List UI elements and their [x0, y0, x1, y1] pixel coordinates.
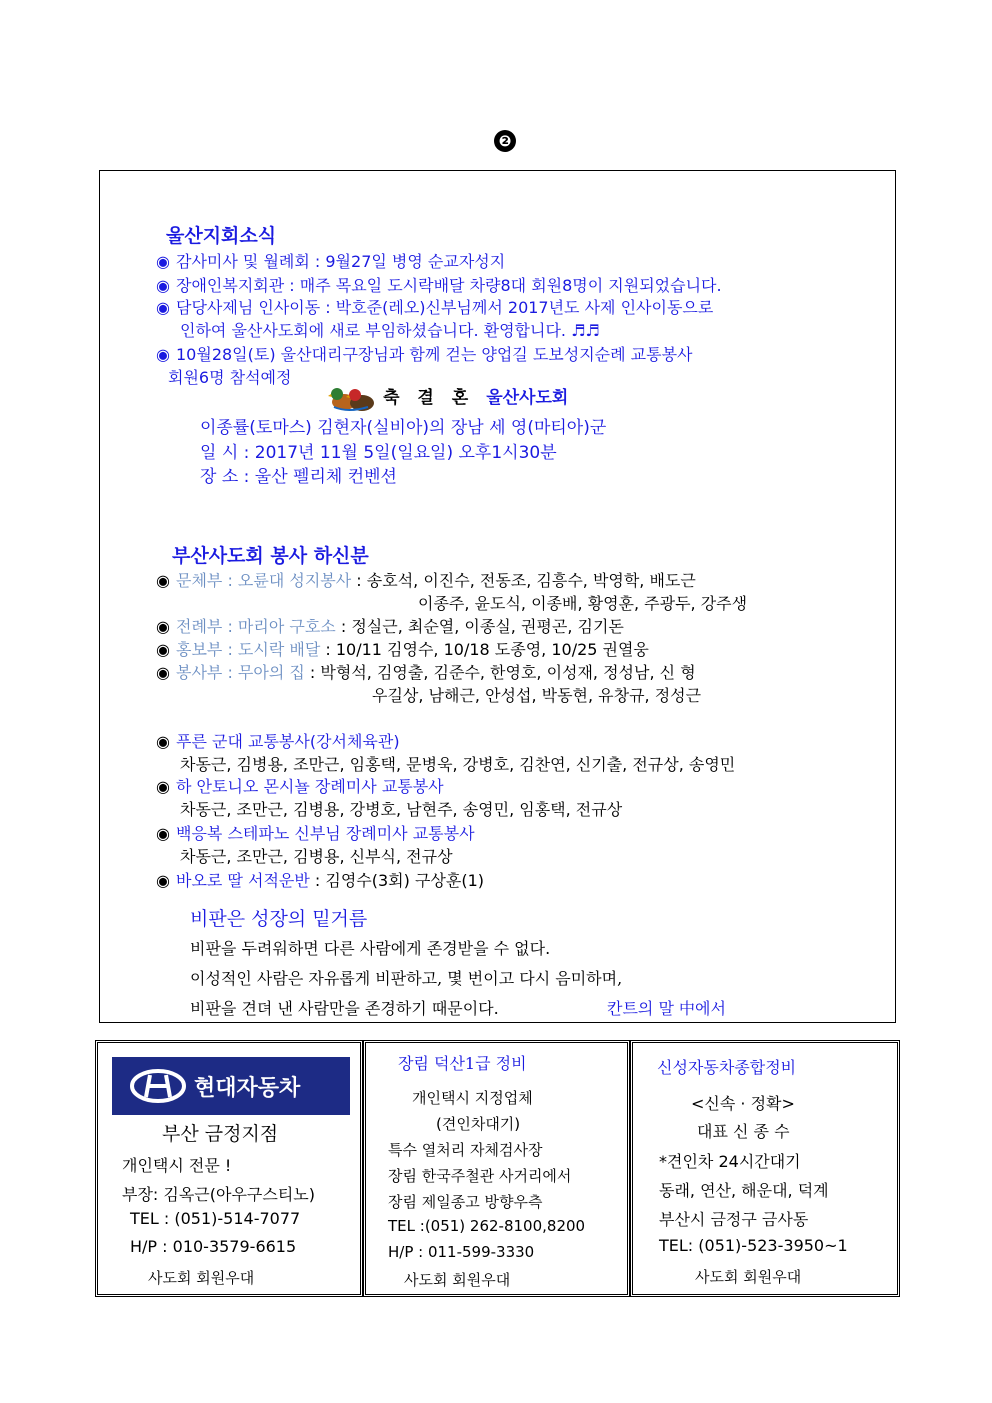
ad-line: 사도회 회원우대	[404, 1271, 511, 1289]
ad-line: 장림 제일종고 방향우측	[388, 1193, 543, 1211]
quote-source: 칸트의 말 中에서	[607, 999, 726, 1018]
ulsan-item-4: ◉ 10월28일(토) 울산대리구장님과 함께 걷는 양업길 도보성지순례 교통봉사	[156, 345, 693, 364]
bullet-icon: ◉	[156, 252, 170, 271]
ad-line: 사도회 회원우대	[148, 1269, 255, 1287]
ad-line: 개인택시 전문 !	[122, 1156, 232, 1175]
ad-line: TEL : (051)-514-7077	[130, 1209, 301, 1228]
busan-event-names: 차동근, 김병용, 조만근, 임홍택, 문병욱, 강병호, 김찬연, 신기출, 전규상, 송영민	[180, 755, 736, 774]
busan-row-cont: 우길상, 남해근, 안성섭, 박동현, 유창규, 정성근	[372, 686, 702, 705]
busan-event-names: 차동근, 조만근, 김병용, 신부식, 전규상	[180, 847, 453, 866]
busan-event-title: ◉ 하 안토니오 몬시뇰 장례미사 교통봉사	[156, 777, 444, 796]
ad-line: 특수 열처리 자체검사장	[388, 1141, 543, 1159]
hyundai-h-icon	[130, 1068, 186, 1104]
ad-line: 사도회 회원우대	[695, 1268, 802, 1286]
ad-line: 부산시 금정구 금사동	[659, 1210, 809, 1229]
ad-line: 개인택시 지정업체	[412, 1089, 533, 1107]
ad-deoksan	[363, 1040, 630, 1297]
busan-row: ◉ 전례부 : 마리아 구호소 : 정실근, 최순열, 이종실, 권평곤, 김기돈	[156, 617, 624, 636]
hyundai-logo: 현대자동차	[112, 1057, 350, 1115]
bullet-icon: ◉	[156, 663, 170, 682]
ad-line: TEL :(051) 262-8100,8200	[388, 1217, 586, 1235]
ad-heading: 신성자동차종합정비	[657, 1058, 797, 1077]
quote-line: 비판을 견뎌 낸 사람만을 존경하기 때문이다.	[190, 999, 499, 1018]
quote-line: 비판을 두려워하면 다른 사람에게 존경받을 수 없다.	[190, 939, 551, 958]
ulsan-item-3-cont: 인하여 울산사도회에 새로 부임하셨습니다. 환영합니다. ♬♬	[180, 321, 600, 340]
bullet-icon: ◉	[156, 298, 170, 317]
ad-line: 부장: 김옥근(아우구스티노)	[122, 1185, 315, 1204]
wedding-heading: 축 결 혼 울산사도회	[328, 383, 568, 413]
ad-heading: 장림 덕산1급 정비	[398, 1054, 527, 1073]
bullet-icon: ◉	[156, 571, 170, 590]
wedding-couple: 이종률(토마스) 김현자(실비아)의 장남 세 영(마티아)군	[200, 418, 607, 438]
bullet-icon: ◉	[156, 276, 170, 295]
busan-event-title: ◉ 백응복 스테파노 신부님 장례미사 교통봉사	[156, 824, 475, 843]
ad-line: <신속 · 정확>	[691, 1094, 795, 1113]
ad-line: H/P : 011-599-3330	[388, 1243, 535, 1261]
busan-event-names: 차동근, 조만근, 김병용, 강병호, 남현주, 송영민, 임홍택, 전규상	[180, 800, 623, 819]
ulsan-item-1: ◉ 감사미사 및 월례회 : 9월27일 병영 순교자성지	[156, 252, 506, 271]
ad-line: 부산 금정지점	[162, 1123, 279, 1145]
ad-line: H/P : 010-3579-6615	[130, 1237, 297, 1256]
busan-row: ◉ 봉사부 : 무아의 집 : 박형석, 김영출, 김준수, 한영호, 이성재, 정성남, 신 형	[156, 663, 696, 682]
busan-event-last: ◉ 바오로 딸 서적운반 : 김영수(3회) 구상훈(1)	[156, 871, 484, 890]
quote-line: 이성적인 사람은 자유롭게 비판하고, 몇 번이고 다시 음미하며,	[190, 969, 623, 988]
duck-pair-icon	[328, 385, 378, 413]
ad-line: TEL: (051)-523-3950~1	[659, 1236, 848, 1255]
wedding-place: 장 소 : 울산 펠리체 컨벤션	[200, 467, 397, 487]
ad-sinseong	[630, 1040, 900, 1297]
ad-line: 대표 신 종 수	[697, 1122, 790, 1141]
busan-row: ◉ 홍보부 : 도시락 배달 : 10/11 김영수, 10/18 도종영, 10/25 권열웅	[156, 640, 649, 659]
busan-row-cont: 이종주, 윤도식, 이종배, 황영훈, 주광두, 강주생	[418, 594, 748, 613]
ad-hyundai	[95, 1040, 363, 1297]
ad-line: (견인차대기)	[436, 1115, 521, 1133]
bullet-icon: ◉	[156, 777, 170, 796]
ulsan-item-3: ◉ 담당사제님 인사이동 : 박호준(레오)신부님께서 2017년도 사제 인사이동으로	[156, 298, 714, 317]
news-box	[99, 170, 896, 1023]
bullet-icon: ◉	[156, 617, 170, 636]
wedding-datetime: 일 시 : 2017년 11월 5일(일요일) 오후1시30분	[200, 443, 557, 463]
ads-row	[95, 1040, 900, 1297]
busan-heading: 부산사도회 봉사 하신분	[172, 545, 369, 567]
busan-row: ◉ 문체부 : 오륜대 성지봉사 : 송호석, 이진수, 전동조, 김흥수, 박영학, 배도근	[156, 571, 696, 590]
ad-line: 장림 한국주철관 사거리에서	[388, 1167, 572, 1185]
bullet-icon: ◉	[156, 640, 170, 659]
bullet-icon: ◉	[156, 871, 170, 890]
ulsan-item-4-cont: 회원6명 참석예정	[168, 368, 292, 387]
page-number: ❷	[494, 130, 516, 152]
ad-line: *견인차 24시간대기	[659, 1152, 801, 1171]
ulsan-item-2: ◉ 장애인복지회관 : 매주 목요일 도시락배달 차량8대 회원8명이 지원되었습니다.	[156, 276, 722, 295]
bullet-icon: ◉	[156, 824, 170, 843]
busan-event-title: ◉ 푸른 군대 교통봉사(강서체육관)	[156, 732, 400, 751]
ulsan-heading: 울산지회소식	[166, 225, 277, 247]
quote-heading: 비판은 성장의 밑거름	[190, 908, 368, 930]
ad-line: 동래, 연산, 해운대, 덕계	[659, 1181, 829, 1200]
bullet-icon: ◉	[156, 345, 170, 364]
bullet-icon: ◉	[156, 732, 170, 751]
